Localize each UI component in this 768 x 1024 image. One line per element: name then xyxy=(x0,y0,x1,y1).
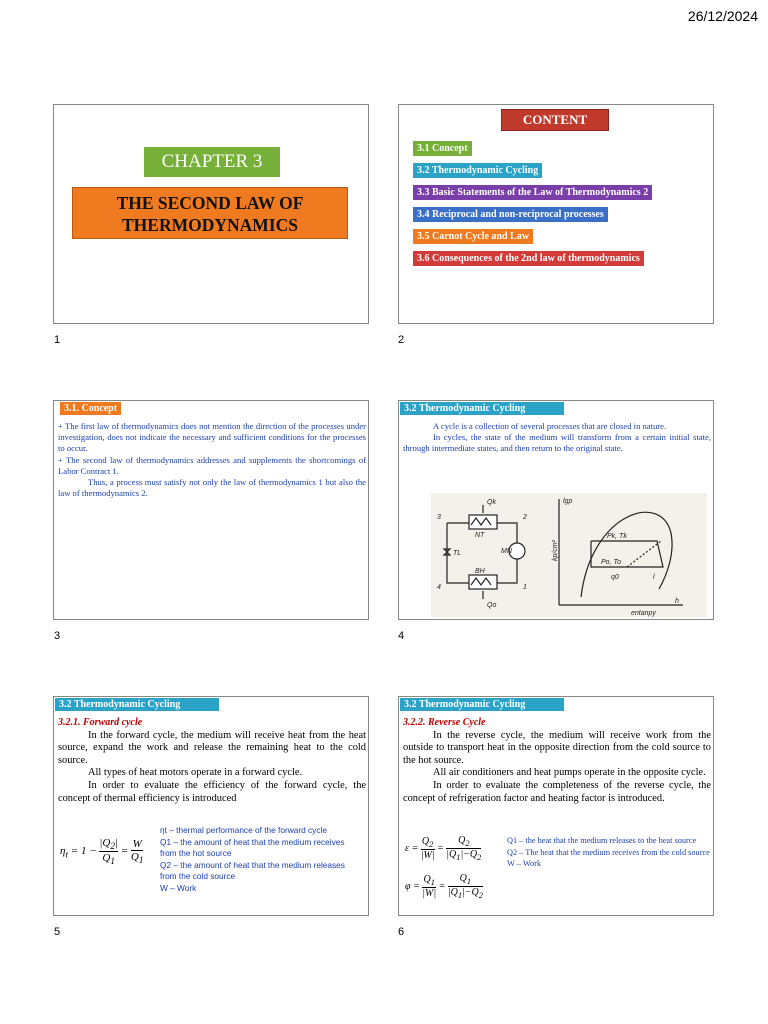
legend-entry: Q1 – the amount of heat that the medium receives from the hot source xyxy=(160,836,345,858)
fig-q0: q0 xyxy=(611,574,619,581)
slide-body xyxy=(58,421,366,499)
paragraph: + The second law of thermodynamics addresses and supplements the shortcomings of Labor Contract 1. xyxy=(58,454,366,476)
legend-entry: Q2 – The heat that the medium receives from the cold source xyxy=(507,847,710,857)
fig-pk: Pk, Tk xyxy=(607,533,627,540)
chapter-title xyxy=(72,187,348,239)
toc-item[interactable]: 3.5 Carnot Cycle and Law xyxy=(413,229,533,244)
slide-5 xyxy=(53,696,369,916)
thermal-efficiency-formula: $\eta_t = 1$ − $\frac{|Q_2|}{Q_1}$ = $\frac{W}{Q_1}$ xyxy=(60,837,144,867)
page-number: 5 xyxy=(54,926,61,938)
fig-bh: BH xyxy=(475,568,485,575)
slide-3 xyxy=(53,400,369,620)
fig-x-unit: h xyxy=(675,598,679,605)
paragraph: In the reverse cycle, the medium will receive work from the outside to transport heat in the opposite direction from the cold source to the hot source. xyxy=(403,729,711,766)
refrigeration-factor-formula: ε = $\frac{Q_2}{|W|}$ = $\frac{Q_2}{|Q_1|-Q_2}$ xyxy=(405,835,482,862)
slide-2 xyxy=(398,104,714,324)
content-header: CONTENT xyxy=(501,109,609,131)
paragraph: In order to evaluate the efficiency of the forward cycle, the concept of thermal efficiency is introduced xyxy=(58,779,366,804)
symbol-legend xyxy=(160,825,362,894)
subsection-title: 3.2.2. Reverse Cycle xyxy=(403,717,486,728)
fig-po: Po, To xyxy=(601,559,621,566)
legend-entry: W – Work xyxy=(507,859,542,868)
page-number: 1 xyxy=(54,334,61,346)
section-tag: 3.2 Thermodynamic Cycling xyxy=(55,698,219,711)
refrigeration-cycle-figure xyxy=(431,493,707,617)
page-number: 6 xyxy=(398,926,405,938)
fig-qo: Qo xyxy=(487,602,497,609)
slide-1 xyxy=(53,104,369,324)
slide-body xyxy=(403,717,711,805)
fig-ylabel-unit: kp/cm² xyxy=(552,540,559,561)
paragraph: Thus, a process must satisfy not only the law of thermodynamics 1 but also the law of thermodynamics 2. xyxy=(58,477,366,499)
paragraph: + The first law of thermodynamics does not mention the direction of the processes under investigation, does not indicate the necessary and sufficient conditions for the processes to occur. xyxy=(58,421,366,454)
toc-item[interactable]: 3.6 Consequences of the 2nd law of thermodynamics xyxy=(413,251,644,266)
slide-6 xyxy=(398,696,714,916)
chapter-title-line2: THERMODYNAMICS xyxy=(122,215,298,235)
paragraph: A cycle is a collection of several processes that are closed in nature. xyxy=(433,421,667,431)
paragraph: All air conditioners and heat pumps operate in the opposite cycle. xyxy=(433,767,706,779)
section-tag: 3.1. Concept xyxy=(60,402,121,415)
heating-factor-formula: φ = $\frac{Q_1}{|W|}$ = $\frac{Q_1}{|Q_1|-Q_2}$ xyxy=(405,873,483,900)
fig-node-2: 2 xyxy=(523,514,527,521)
page-number: 2 xyxy=(398,334,405,346)
toc-item[interactable]: 3.4 Reciprocal and non-reciprocal processes xyxy=(413,207,608,222)
symbol-legend xyxy=(507,835,711,870)
page-number: 3 xyxy=(54,630,61,642)
legend-entry: Q1 – the heat that the medium releases to the heat source xyxy=(507,836,697,845)
slide-body xyxy=(58,717,366,805)
fig-qk: Qk xyxy=(487,499,496,506)
paragraph: In cycles, the state of the medium will transform from a certain initial state, through intermediate states, and then return to the original state. xyxy=(403,432,711,454)
section-tag: 3.2 Thermodynamic Cycling xyxy=(400,698,564,711)
fig-node-4: 4 xyxy=(437,584,441,591)
fig-xlabel: entanpy xyxy=(631,610,656,617)
slide-body xyxy=(403,421,711,455)
legend-entry: Q2 – the amount of heat that the medium releases from the cold source xyxy=(160,859,345,881)
legend-entry: ηt – thermal performance of the forward cycle xyxy=(160,825,327,835)
slide-4 xyxy=(398,400,714,620)
paragraph: All types of heat motors operate in a forward cycle. xyxy=(88,767,303,779)
fig-mn: MN xyxy=(501,548,512,555)
fig-nt: NT xyxy=(475,532,485,539)
fig-l: l xyxy=(653,574,655,581)
fig-ylabel: lgp xyxy=(563,498,573,505)
toc-item[interactable]: 3.2 Thermodynamic Cycling xyxy=(413,163,542,178)
legend-entry: W – Work xyxy=(160,882,197,893)
paragraph: In the forward cycle, the medium will receive heat from the heat source, expand the work and release the remaining heat to the cold source. xyxy=(58,729,366,766)
print-date: 26/12/2024 xyxy=(687,8,758,24)
toc-item[interactable]: 3.3 Basic Statements of the Law of Thermodynamics 2 xyxy=(413,185,652,200)
fig-tl: TL xyxy=(453,550,462,557)
toc-item[interactable]: 3.1 Concept xyxy=(413,141,472,156)
chapter-label: CHAPTER 3 xyxy=(144,147,280,177)
fig-node-1: 1 xyxy=(523,584,527,591)
paragraph: In order to evaluate the completeness of the reverse cycle, the concept of refrigeration factor and heating factor is introduced. xyxy=(403,779,711,804)
page-number: 4 xyxy=(398,630,405,642)
fig-node-3: 3 xyxy=(437,514,441,521)
subsection-title: 3.2.1. Forward cycle xyxy=(58,717,143,728)
chapter-title-line1: THE SECOND LAW OF xyxy=(116,193,304,213)
section-tag: 3.2 Thermodynamic Cycling xyxy=(400,402,564,415)
